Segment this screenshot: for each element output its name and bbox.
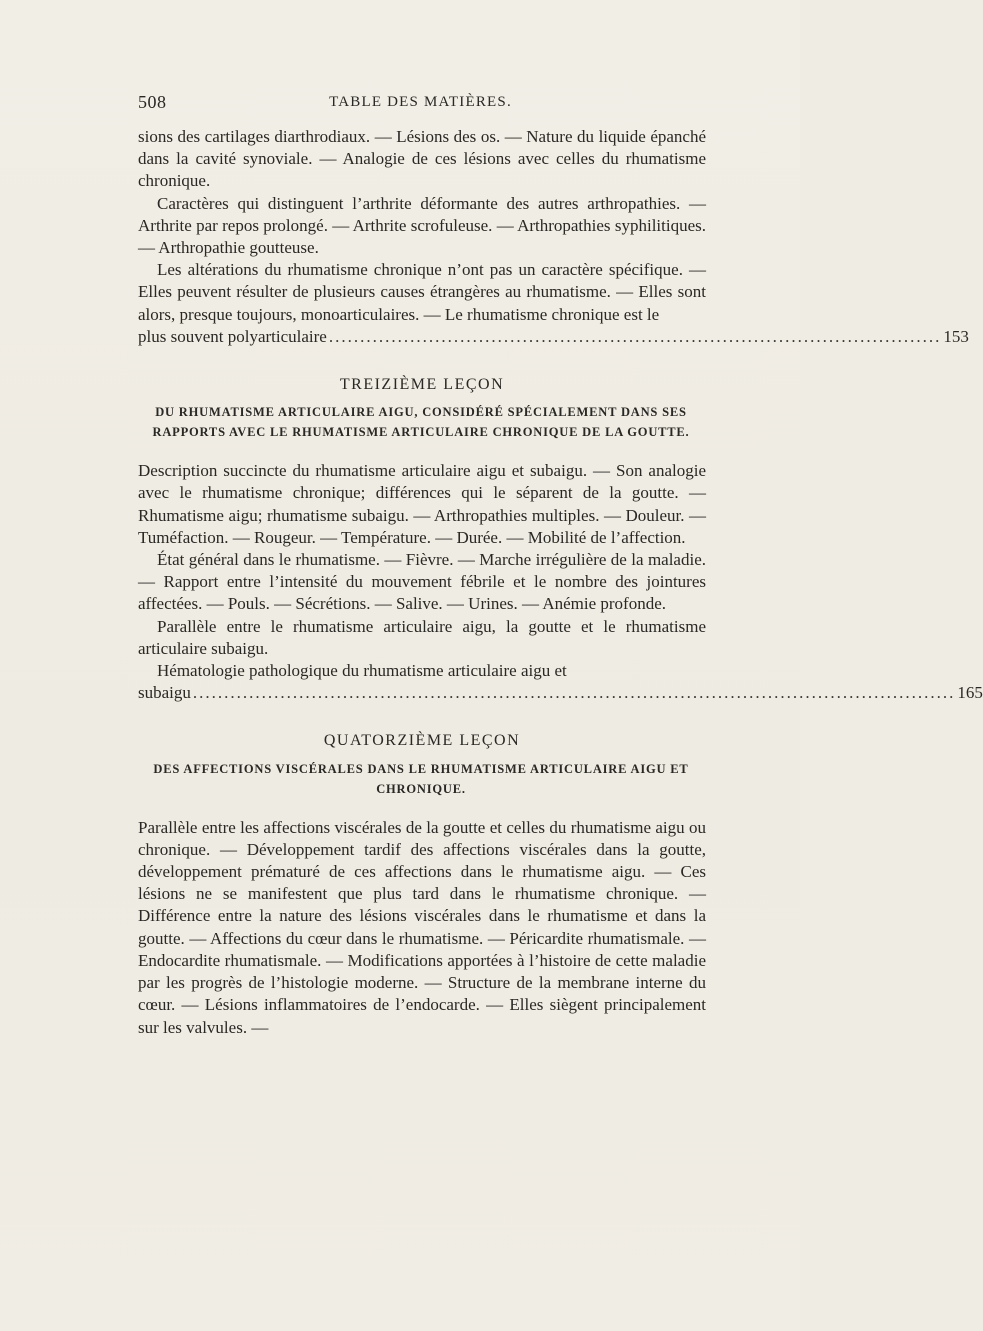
toc-paragraph: Les altérations du rhumatisme chronique n’ont pas un caractère spécifique. — Elles peuvent résulter de plusieurs causes étrangères au rhumatisme. — Elles sont alors, presque toujours, monoarticulaires. — Le rhumatisme chronique est le (138, 260, 706, 324)
toc-paragraph: Parallèle entre le rhumatisme articulaire aigu, la goutte et le rhumatisme articulaire subaigu. (138, 616, 706, 658)
toc-paragraph: Caractères qui distinguent l’arthrite déformante des autres arthropathies. — Arthrite par repos prolongé. — Arthrite scrofuleuse. — Arthropathies syphilitiques. — Arthropathie goutteuse. (138, 193, 706, 258)
toc-paragraph: Parallèle entre les affections viscérales de la goutte et celles du rhumatisme aigu ou chronique. — Développement tardif des affections viscérales dans la goutte, développement prématuré de ces affections dans le rhumatisme aigu. — Ces lésions ne se manifestent que plus tard dans le rhumatisme chronique. — Différence entre la nature des lésions viscérales dans le rhumatisme et dans la goutte. — Affections du cœur dans le rhumatisme. — Péricardite rhumatismale. — Endocardite rhumatismale. — Modifications apportées à l’histoire de cette maladie par les progrès de l’histologie moderne. — Structure de la membrane interne du cœur. — Lésions inflammatoires de l’endocarde. — Elles siègent principalement sur les valvules. — (138, 817, 706, 1037)
running-title: TABLE DES MATIÈRES. (329, 94, 512, 110)
toc-paragraph: Description succincte du rhumatisme articulaire aigu et subaigu. — Son analogie avec le rhumatisme chronique; différences qui le séparent de la goutte. — Rhumatisme aigu; rhumatisme subaigu. — Arthropathies multiples. — Douleur. — Tuméfaction. — Rougeur. — Température. — Durée. — Mobilité de l’affection. (138, 461, 706, 547)
lesson-heading: TREIZIÈME LEÇON (339, 376, 505, 394)
lesson-heading: QUATORZIÈME LEÇON (323, 732, 521, 750)
dot-leader: .................................................................................................. (328, 326, 942, 346)
toc-page-ref: 153 (943, 326, 969, 346)
dot-leader: .......................................................................................................................... (192, 683, 956, 703)
lesson-subtitle: DES AFFECTIONS VISCÉRALES DANS LE RHUMATISME ARTICULAIRE AIGU ET CHRONIQUE. (153, 761, 689, 796)
toc-paragraph: Hématologie pathologique du rhumatisme articulaire aigu et (157, 661, 567, 681)
toc-entry-text: subaigu (138, 683, 191, 703)
toc-entry-with-page (138, 682, 983, 704)
toc-paragraph: sions des cartilages diarthrodiaux. — Lésions des os. — Nature du liquide épanché dans la cavité synoviale. — Analogie de ces lésions avec celles du rhumatisme chronique. (138, 127, 706, 191)
toc-paragraph: État général dans le rhumatisme. — Fièvre. — Marche irrégulière de la maladie. — Rapport entre l’intensité du mouvement fébrile et le nombre des jointures affectées. — Pouls. — Sécrétions. — Salive. — Urines. — Anémie profonde. (138, 550, 706, 614)
page-header (138, 92, 703, 114)
toc-entry-with-page (138, 326, 969, 348)
page-number: 508 (138, 92, 167, 112)
lesson-subtitle: DU RHUMATISME ARTICULAIRE AIGU, CONSIDÉRÉ SPÉCIALEMENT DANS SES RAPPORTS AVEC LE RHUMATISME ARTICULAIRE CHRONIQUE DE LA GOUTTE. (152, 405, 690, 440)
table-of-contents-body (138, 126, 983, 1039)
toc-page-ref: 165 (957, 683, 983, 703)
toc-entry-text: plus souvent polyarticulaire (138, 326, 327, 346)
